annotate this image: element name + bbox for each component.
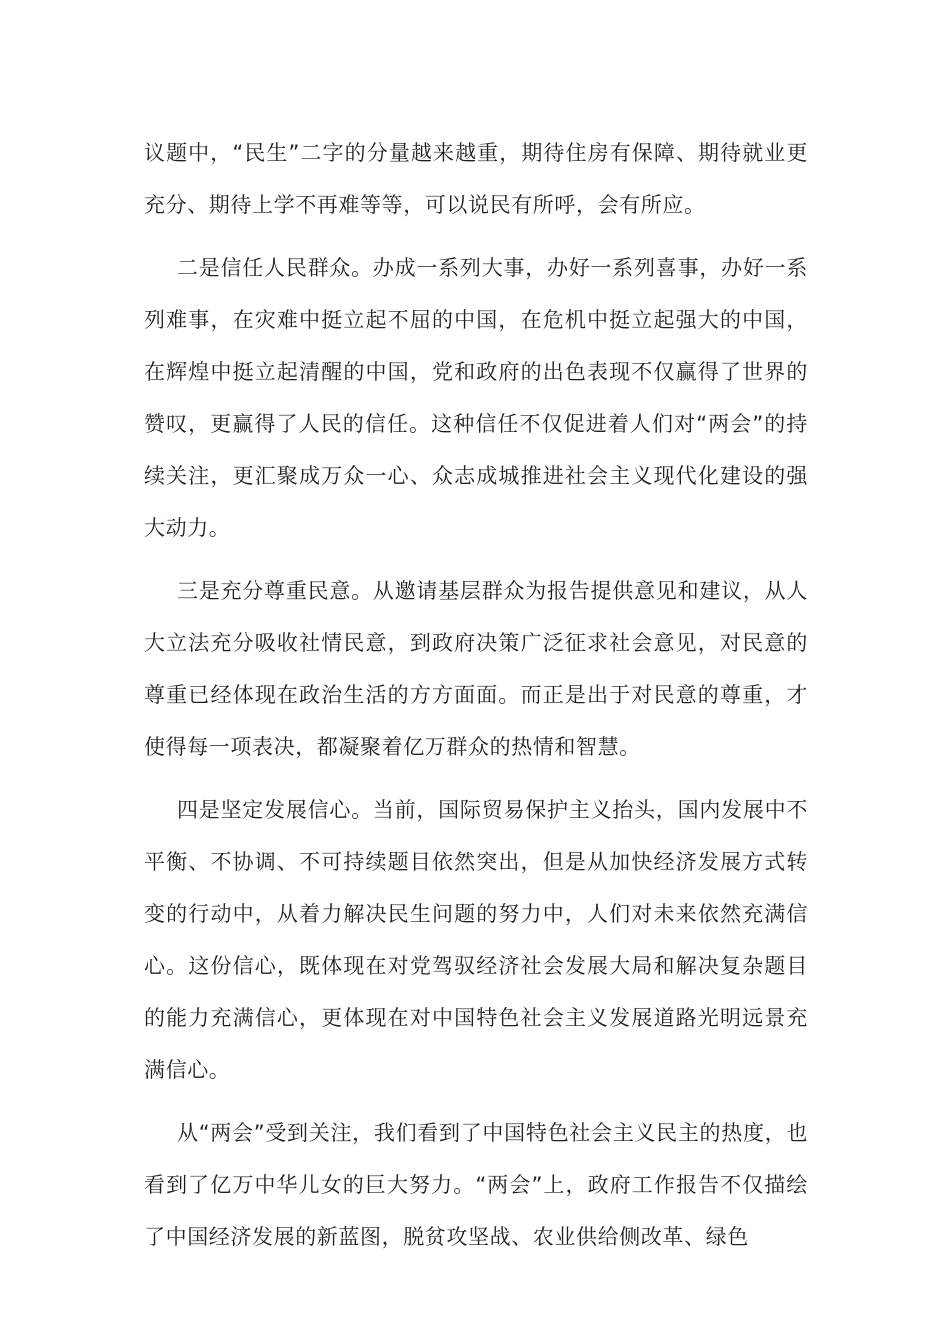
document-body bbox=[144, 127, 808, 1274]
paragraph-respect-public-opinion: 三是充分尊重民意。从邀请基层群众为报告提供意见和建议，从人大立法充分吸收社情民意，到政府决策广泛征求社会意见，对民意的尊重已经体现在政治生活的方方面面。而正是出于对民意的尊重，才使得每一项表决，都凝聚着亿万群众的热情和智慧。 bbox=[144, 579, 808, 759]
paragraph-development-confidence: 四是坚定发展信心。当前，国际贸易保护主义抬头，国内发展中不平衡、不协调、不可持续题目依然突出，但是从加快经济发展方式转变的行动中，从着力解决民生问题的努力中，人们对未来依然充满信心。这份信心，既体现在对党驾驭经济社会发展大局和解决复杂题目的能力充满信心，更体现在对中国特色社会主义发展道路光明远景充满信心。 bbox=[144, 798, 808, 1082]
paragraph-two-sessions-attention: 从“两会”受到关注，我们看到了中国特色社会主义民主的热度，也看到了亿万中华儿女的巨大努力。“两会”上，政府工作报告不仅描绘了中国经济发展的新蓝图，脱贫攻坚战、农业供给侧改革、绿色 bbox=[144, 1121, 808, 1249]
paragraph-continuation: 议题中，“民生”二字的分量越来越重，期待住房有保障、期待就业更充分、期待上学不再难等等，可以说民有所呼，会有所应。 bbox=[144, 141, 808, 217]
paragraph-trust-people: 二是信任人民群众。办成一系列大事，办好一系列喜事，办好一系列难事，在灾难中挺立起不屈的中国，在危机中挺立起强大的中国，在辉煌中挺立起清醒的中国，党和政府的出色表现不仅赢得了世界的赞叹，更赢得了人民的信任。这种信任不仅促进着人们对“两会”的持续关注，更汇聚成万众一心、众志成城推进社会主义现代化建设的强大动力。 bbox=[144, 256, 808, 540]
